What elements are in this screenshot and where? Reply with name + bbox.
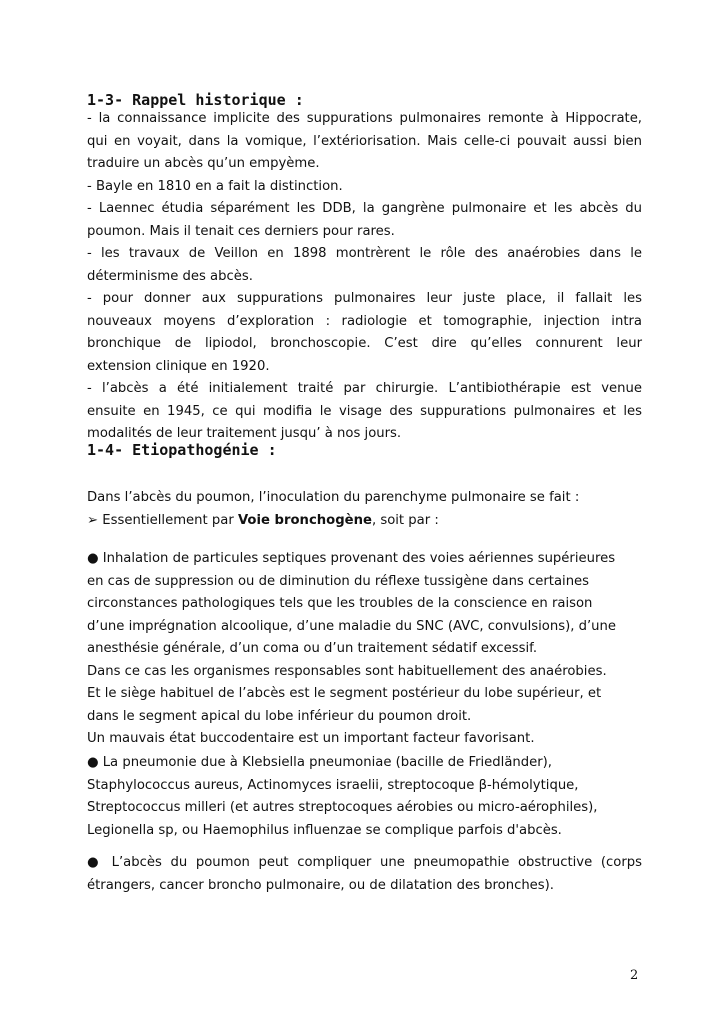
text-line: Staphylococcus aureus, Actinomyces israelii, streptocoque β-hémolytique,	[87, 777, 579, 793]
arrow-bullet-icon: ➢	[87, 512, 99, 528]
voie-bold: Voie bronchogène	[237, 512, 372, 528]
text-line: étrangers, cancer broncho pulmonaire, ou de dilatation des bronches).	[87, 877, 554, 893]
text-line: déterminisme des abcès.	[87, 268, 253, 284]
text-line: extension clinique en 1920.	[87, 358, 270, 374]
text-line: Legionella sp, ou Haemophilus influenzae se complique parfois d'abcès.	[87, 822, 562, 838]
text-line: bronchique de lipiodol, bronchoscopie. C’est dire qu’elles connurent leur	[87, 336, 642, 351]
heading-rappel-historique: 1-3- Rappel historique :	[87, 91, 304, 109]
text-line: modalités de leur traitement jusqu’ à nos jours.	[87, 426, 402, 441]
voie-prefix: Essentiellement par	[102, 512, 238, 528]
bullet-pneumopathie-obstructive	[87, 852, 642, 897]
text-line: - pour donner aux suppurations pulmonaires leur juste place, il fallait les	[87, 291, 642, 306]
voie-line	[87, 510, 642, 533]
text-line: qui en voyait, dans la vomique, l’extériorisation. Mais celle-ci pouvait aussi bien	[87, 133, 642, 149]
text-line: Dans ce cas les organismes responsables sont habituellement des anaérobies.	[87, 663, 607, 679]
paragraph-rappel-historique	[87, 108, 642, 446]
text-line: poumon. Mais il tenait ces derniers pour rares.	[87, 223, 395, 239]
text-line: - les travaux de Veillon en 1898 montrèrent le rôle des anaérobies dans le	[87, 246, 642, 261]
voie-suffix: , soit par :	[371, 512, 439, 528]
text-line: circonstances pathologiques tels que les troubles de la conscience en raison	[87, 596, 593, 611]
text-line: Et le siège habituel de l’abcès est le segment postérieur du lobe supérieur, et	[87, 686, 602, 701]
text-line: ● L’abcès du poumon peut compliquer une pneumopathie obstructive (corps	[87, 855, 642, 870]
page-number: 2	[630, 968, 639, 983]
paragraph-intro	[87, 487, 642, 532]
text-line: Streptococcus milleri (et autres streptocoques aérobies ou micro-aérophiles),	[87, 800, 598, 815]
text-line: dans le segment apical du lobe inférieur du poumon droit.	[87, 708, 472, 724]
text-line: - la connaissance implicite des suppurations pulmonaires remonte à Hippocrate,	[87, 111, 642, 126]
text-line: - l’abcès a été initialement traité par chirurgie. L’antibiothérapie est venue	[87, 381, 642, 396]
text-line: ensuite en 1945, ce qui modifia le visage des suppurations pulmonaires et les	[87, 403, 642, 419]
bullet-inhalation	[87, 548, 642, 751]
text-line: - Laennec étudia séparément les DDB, la gangrène pulmonaire et les abcès du	[87, 201, 642, 216]
text-line: anesthésie générale, d’un coma ou d’un traitement sédatif excessif.	[87, 641, 538, 656]
heading-etiopathogenie: 1-4- Etiopathogénie :	[87, 441, 277, 459]
text-line: ● Inhalation de particules septiques provenant des voies aériennes supérieures	[87, 551, 616, 566]
text-line: nouveaux moyens d’exploration : radiologie et tomographie, injection intra	[87, 313, 642, 329]
text-line: traduire un abcès qu’un empyème.	[87, 156, 320, 171]
text-line: - Bayle en 1810 en a fait la distinction.	[87, 178, 343, 194]
text-line: Un mauvais état buccodentaire est un important facteur favorisant.	[87, 731, 535, 746]
text-line: d’une imprégnation alcoolique, d’une maladie du SNC (AVC, convulsions), d’une	[87, 618, 617, 634]
text-line: ● La pneumonie due à Klebsiella pneumoniae (bacille de Friedländer),	[87, 755, 553, 770]
text-line: en cas de suppression ou de diminution du réflexe tussigène dans certaines	[87, 573, 590, 589]
text-line: Dans l’abcès du poumon, l’inoculation du parenchyme pulmonaire se fait :	[87, 490, 580, 505]
bullet-pneumonie	[87, 752, 642, 842]
